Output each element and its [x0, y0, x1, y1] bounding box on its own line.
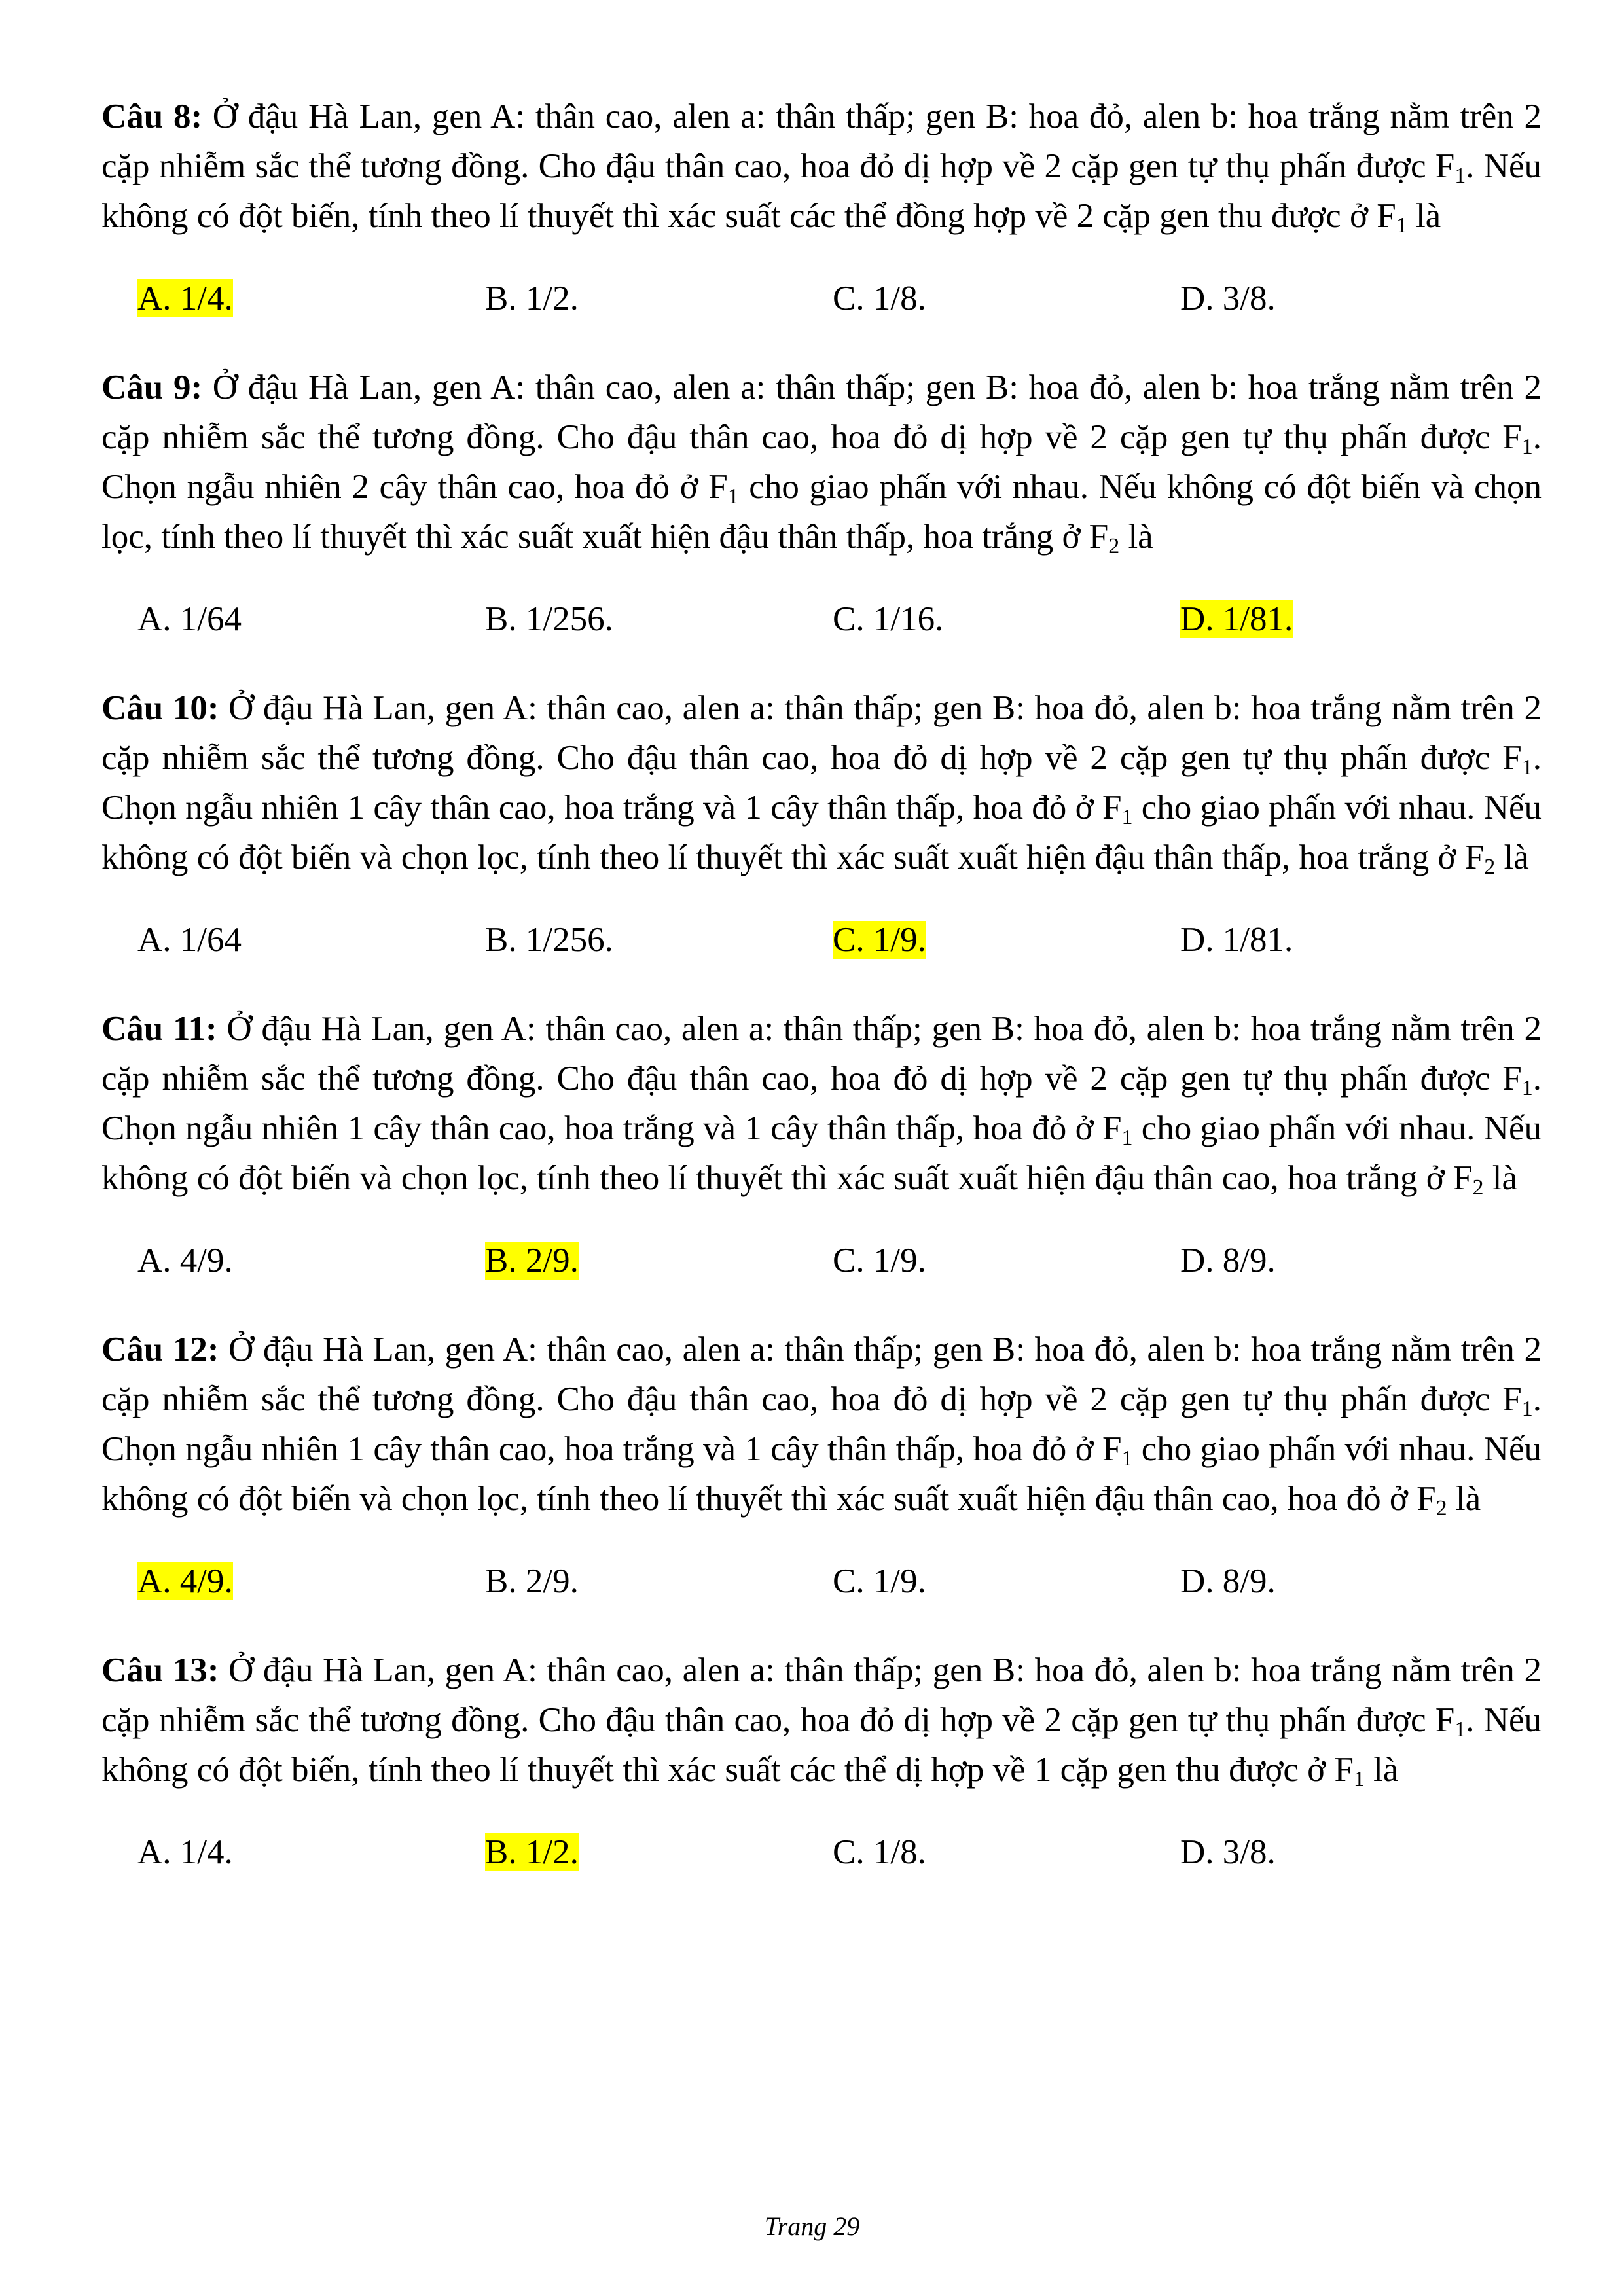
stem-text: là	[1407, 197, 1441, 235]
page-number: Trang 29	[764, 2212, 860, 2241]
option-label: C. 1/9.	[833, 1242, 926, 1280]
option-label: D. 3/8.	[1180, 279, 1276, 317]
option-d	[1180, 594, 1293, 644]
option-label: B. 1/2.	[485, 279, 579, 317]
question-number: Câu 9:	[101, 368, 203, 406]
subscript: 1	[1121, 1446, 1133, 1471]
option-c	[833, 1556, 926, 1606]
question-9	[101, 363, 1542, 644]
stem-text: là	[1495, 838, 1529, 876]
stem-text: . Nếu không có đột biến, tính theo lí thuyết thì xác suất các thể dị hợp về 1 cặp gen thu được ở F	[101, 1701, 1542, 1789]
question-12	[101, 1325, 1542, 1606]
question-number: Câu 8:	[101, 98, 203, 135]
option-label: C. 1/8.	[833, 1833, 926, 1871]
option-a	[137, 274, 233, 323]
subscript: 2	[1108, 534, 1120, 558]
question-number: Câu 13:	[101, 1651, 219, 1689]
option-c	[833, 1236, 926, 1285]
option-label: A. 4/9.	[137, 1562, 233, 1600]
question-stem	[101, 92, 1542, 241]
stem-text: Ở đậu Hà Lan, gen A: thân cao, alen a: thân thấp; gen B: hoa đỏ, alen b: hoa trắng nằm trên 2 cặp nhiễm sắc thể tương đồng. Cho đậu thân cao, hoa đỏ dị hợp về 2 cặp gen tự thụ phấn được F	[101, 368, 1542, 456]
stem-text: . Chọn ngẫu nhiên 1 cây thân cao, hoa trắng và 1 cây thân thấp, hoa đỏ ở F	[101, 1380, 1542, 1468]
option-label: C. 1/16.	[833, 600, 944, 638]
document-body	[101, 92, 1542, 1916]
question-stem	[101, 1325, 1542, 1524]
question-13	[101, 1645, 1542, 1877]
option-c	[833, 594, 943, 644]
question-stem	[101, 683, 1542, 882]
option-c	[833, 1827, 926, 1877]
subscript: 1	[1521, 1397, 1533, 1421]
stem-text: . Chọn ngẫu nhiên 1 cây thân cao, hoa trắng và 1 cây thân thấp, hoa đỏ ở F	[101, 1060, 1542, 1147]
option-c	[833, 274, 926, 323]
option-label: B. 1/256.	[485, 600, 613, 638]
option-d	[1180, 1827, 1276, 1877]
stem-text: . Chọn ngẫu nhiên 1 cây thân cao, hoa trắng và 1 cây thân thấp, hoa đỏ ở F	[101, 739, 1542, 827]
option-b	[485, 594, 613, 644]
subscript: 1	[1121, 1126, 1133, 1150]
subscript: 1	[1121, 805, 1133, 829]
option-label: A. 1/4.	[137, 1833, 233, 1871]
answer-options	[101, 594, 1542, 644]
stem-text: cho giao phấn với nhau. Nếu không có đột biến và chọn lọc, tính theo lí thuyết thì xác suất xuất hiện đậu thân cao, hoa trắng ở F	[101, 1109, 1542, 1197]
subscript: 2	[1435, 1496, 1447, 1520]
stem-text: cho giao phấn với nhau. Nếu không có đột biến và chọn lọc, tính theo lí thuyết thì xác suất xuất hiện đậu thân thấp, hoa trắng ở F	[101, 468, 1542, 556]
option-label: C. 1/9.	[833, 1562, 926, 1600]
option-d	[1180, 1556, 1276, 1606]
option-label: C. 1/9.	[833, 921, 926, 959]
answer-options	[101, 1827, 1542, 1877]
question-10	[101, 683, 1542, 965]
option-a	[137, 915, 242, 965]
option-b	[485, 1236, 579, 1285]
stem-text: Ở đậu Hà Lan, gen A: thân cao, alen a: thân thấp; gen B: hoa đỏ, alen b: hoa trắng nằm trên 2 cặp nhiễm sắc thể tương đồng. Cho đậu thân cao, hoa đỏ dị hợp về 2 cặp gen tự thụ phấn được F	[101, 1651, 1542, 1739]
option-b	[485, 915, 613, 965]
option-label: B. 2/9.	[485, 1562, 579, 1600]
subscript: 1	[1521, 755, 1533, 780]
question-stem	[101, 1645, 1542, 1795]
stem-text: là	[1483, 1159, 1518, 1197]
question-number: Câu 10:	[101, 689, 219, 727]
stem-text: cho giao phấn với nhau. Nếu không có đột biến và chọn lọc, tính theo lí thuyết thì xác suất xuất hiện đậu thân thấp, hoa trắng ở F	[101, 789, 1542, 876]
answer-options	[101, 274, 1542, 323]
subscript: 1	[1396, 213, 1407, 238]
option-a	[137, 1236, 233, 1285]
option-label: A. 1/64	[137, 921, 242, 959]
stem-text: là	[1119, 518, 1153, 556]
stem-text: Ở đậu Hà Lan, gen A: thân cao, alen a: thân thấp; gen B: hoa đỏ, alen b: hoa trắng nằm trên 2 cặp nhiễm sắc thể tương đồng. Cho đậu thân cao, hoa đỏ dị hợp về 2 cặp gen tự thụ phấn được F	[101, 1010, 1542, 1098]
option-label: A. 1/4.	[137, 279, 233, 317]
subscript: 1	[1521, 435, 1533, 459]
option-label: D. 8/9.	[1180, 1562, 1276, 1600]
option-d	[1180, 274, 1276, 323]
option-a	[137, 1556, 233, 1606]
subscript: 1	[727, 484, 739, 509]
option-label: A. 1/64	[137, 600, 242, 638]
option-b	[485, 1827, 579, 1877]
answer-options	[101, 915, 1542, 965]
stem-text: là	[1364, 1751, 1399, 1789]
subscript: 1	[1454, 164, 1466, 188]
option-d	[1180, 915, 1293, 965]
option-label: B. 2/9.	[485, 1242, 579, 1280]
subscript: 1	[1454, 1717, 1466, 1742]
subscript: 1	[1353, 1767, 1365, 1791]
option-label: D. 1/81.	[1180, 600, 1293, 638]
stem-text: Ở đậu Hà Lan, gen A: thân cao, alen a: thân thấp; gen B: hoa đỏ, alen b: hoa trắng nằm trên 2 cặp nhiễm sắc thể tương đồng. Cho đậu thân cao, hoa đỏ dị hợp về 2 cặp gen tự thụ phấn được F	[101, 689, 1542, 777]
question-8	[101, 92, 1542, 323]
option-label: D. 1/81.	[1180, 921, 1293, 959]
option-b	[485, 274, 579, 323]
stem-text: . Chọn ngẫu nhiên 2 cây thân cao, hoa đỏ ở F	[101, 418, 1542, 506]
stem-text: Ở đậu Hà Lan, gen A: thân cao, alen a: thân thấp; gen B: hoa đỏ, alen b: hoa trắng nằm trên 2 cặp nhiễm sắc thể tương đồng. Cho đậu thân cao, hoa đỏ dị hợp về 2 cặp gen tự thụ phấn được F	[101, 98, 1542, 185]
answer-options	[101, 1236, 1542, 1285]
option-d	[1180, 1236, 1276, 1285]
question-number: Câu 12:	[101, 1331, 219, 1369]
question-stem	[101, 363, 1542, 562]
subscript: 2	[1484, 855, 1496, 879]
stem-text: . Nếu không có đột biến, tính theo lí thuyết thì xác suất các thể đồng hợp về 2 cặp gen thu được ở F	[101, 147, 1542, 235]
option-c	[833, 915, 926, 965]
option-label: B. 1/256.	[485, 921, 613, 959]
option-label: D. 3/8.	[1180, 1833, 1276, 1871]
option-b	[485, 1556, 579, 1606]
option-a	[137, 1827, 233, 1877]
option-label: D. 8/9.	[1180, 1242, 1276, 1280]
answer-options	[101, 1556, 1542, 1606]
stem-text: Ở đậu Hà Lan, gen A: thân cao, alen a: thân thấp; gen B: hoa đỏ, alen b: hoa trắng nằm trên 2 cặp nhiễm sắc thể tương đồng. Cho đậu thân cao, hoa đỏ dị hợp về 2 cặp gen tự thụ phấn được F	[101, 1331, 1542, 1418]
option-label: B. 1/2.	[485, 1833, 579, 1871]
question-number: Câu 11:	[101, 1010, 217, 1048]
option-label: A. 4/9.	[137, 1242, 233, 1280]
stem-text: là	[1447, 1480, 1481, 1518]
page-footer	[0, 2211, 1624, 2242]
stem-text: cho giao phấn với nhau. Nếu không có đột biến và chọn lọc, tính theo lí thuyết thì xác suất xuất hiện đậu thân cao, hoa đỏ ở F	[101, 1430, 1542, 1518]
option-a	[137, 594, 242, 644]
question-stem	[101, 1004, 1542, 1203]
question-11	[101, 1004, 1542, 1285]
subscript: 1	[1521, 1076, 1533, 1100]
subscript: 2	[1472, 1175, 1484, 1200]
option-label: C. 1/8.	[833, 279, 926, 317]
